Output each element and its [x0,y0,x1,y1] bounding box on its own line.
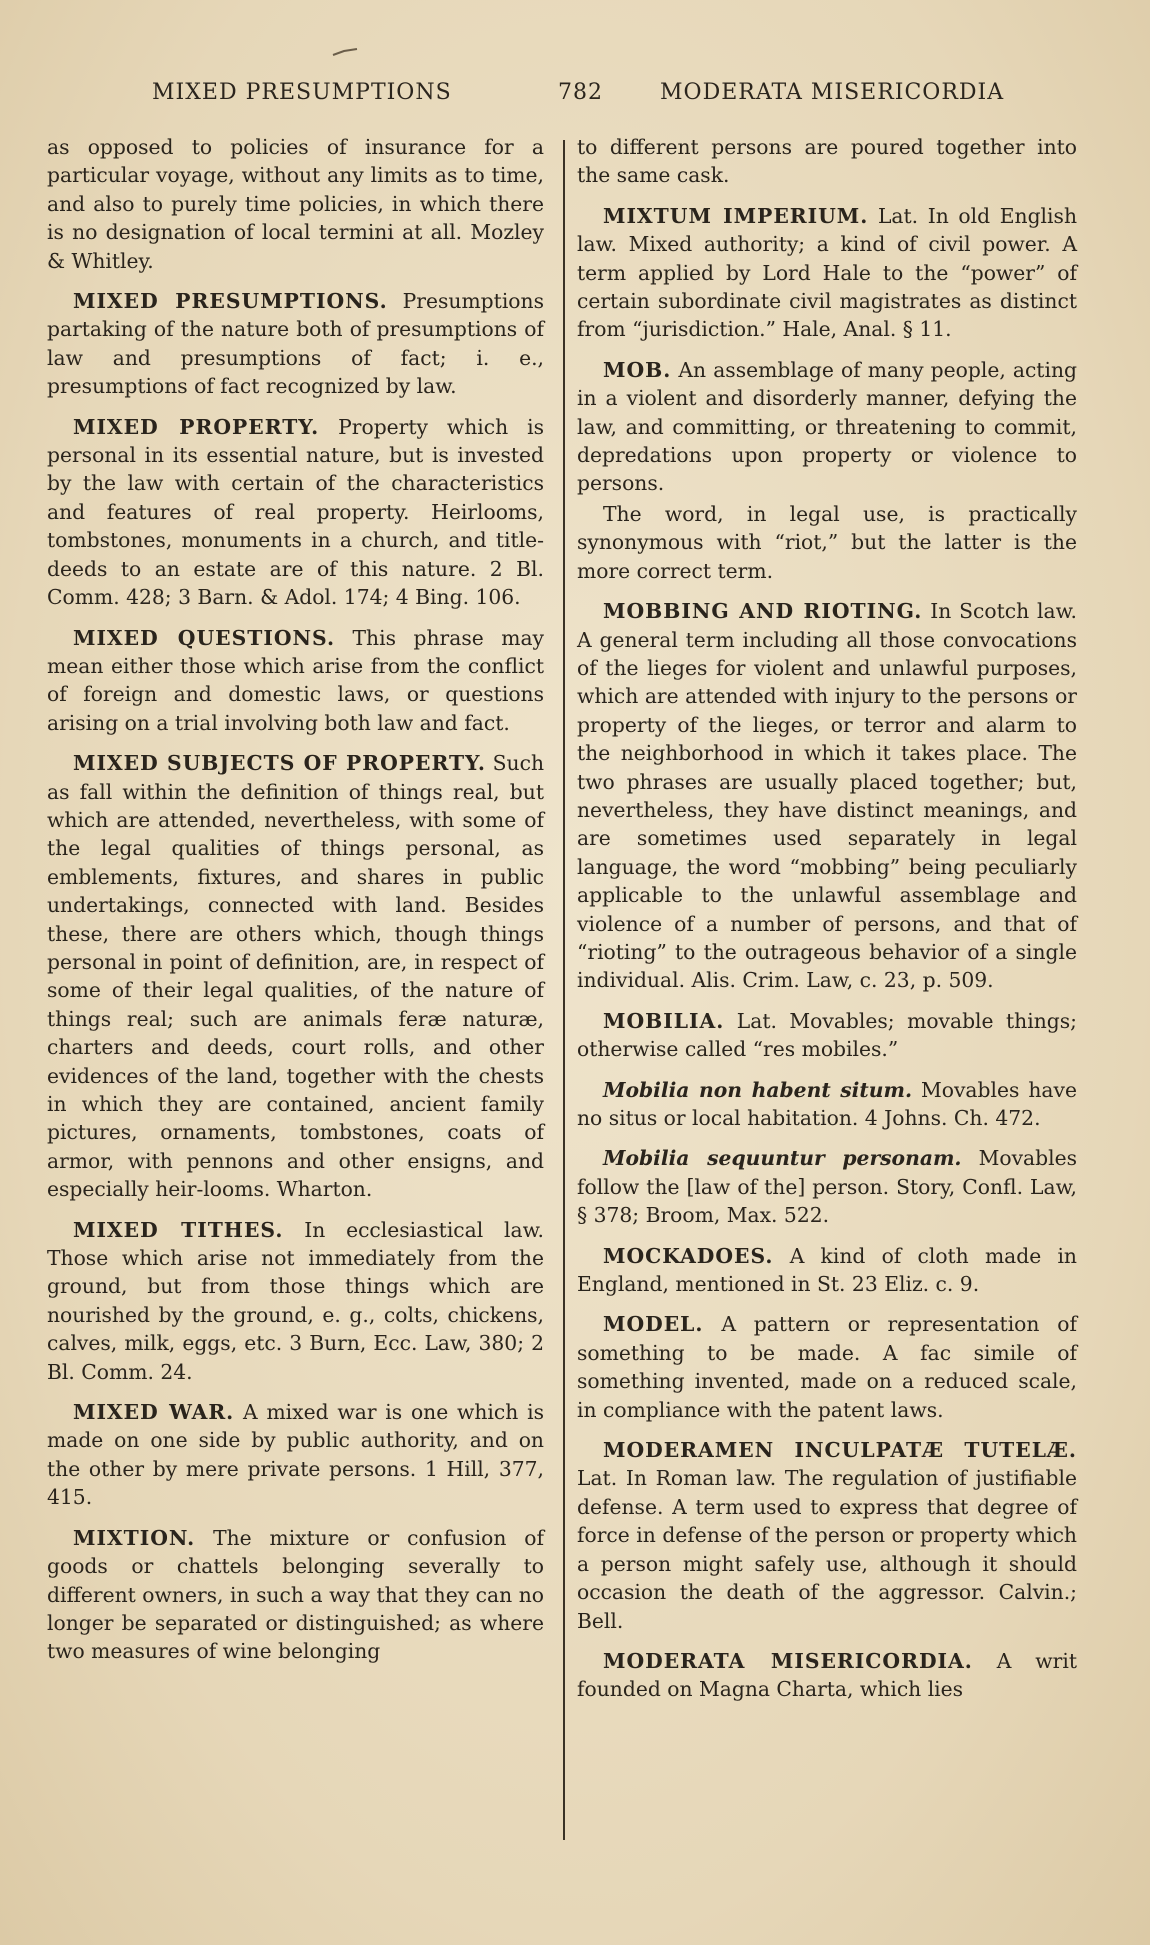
entry: MIXED WAR. A mixed war is one which is made on one side by public authority, and on the other by mere private persons. 1 Hill, 377, 415. [47,1400,544,1510]
column-divider [563,140,565,1840]
headword: Mobilia non habent situm. [603,1077,913,1102]
headword: MIXTION. [73,1525,196,1550]
entry: Mobilia non habent situm. Movables have no situs or local habitation. 4 Johns. Ch. 472. [577,1077,1077,1130]
entry: Mobilia sequuntur personam. Movables follow the [law of the] person. Story, Confl. Law, § 378; Broom, Max. 522. [577,1146,1077,1228]
headword: MOBILIA. [603,1008,725,1033]
entry: MOB. An assemblage of many people, acting in a violent and disorderly manner, defying the law, and committing, or threatening to commit, depredations upon property or violence to persons. [577,357,1077,496]
left-column [47,133,544,1678]
headword: MIXED PRESUMPTIONS. [73,289,388,314]
entry: MIXED TITHES. In ecclesiastical law. Those which arise not immediately from the ground, but from those things which are nourished by the ground, e. g., colts, chickens, calves, milk, eggs, etc. 3 Burn, Ecc. Law, 380; 2 Bl. Comm. 24. [47,1217,545,1384]
headword: MIXED PROPERTY. [73,414,320,439]
ink-mark [332,48,358,56]
headword: MIXED QUESTIONS. [73,625,336,650]
entry: MIXED SUBJECTS OF PROPERTY. Such as fall within the definition of things real, but which are attended, nevertheless, with some of the legal qualities of things personal, as emblements, fixtures, and shares in public undertakings, connected with land. Besides these, there are others which, though things personal in point of definition, are, in respect of some of their legal qualities, of the nature of things real; such are animals feræ naturæ, charters and deeds, court rolls, and other evidences of the land, together with the chests in which they are contained, ancient family pictures, ornaments, tombstones, coats of armor, with pennons and other ensigns, and especially heir-looms. Wharton. [47,751,545,1202]
entry: MIXTION. The mixture or confusion of goods or chattels belonging severally to different owners, in such a way that they can no longer be separated or distinguished; as where two measures of wine belonging [47,1525,544,1664]
entry: MOBBING AND RIOTING. In Scotch law. A general term including all those convocations of the lieges for violent and unlawful purposes, which are attended with injury to the persons or property of the lieges, or terror and alarm to the neighborhood in which it takes place. The two phrases are usually placed together; but, nevertheless, they have distinct meanings, and are sometimes used separately in legal language, the word “mobbing” being peculiarly applicable to the unlawful assemblage and violence of a number of persons, and that of “rioting” to the outrageous behavior of a single individual. Alis. Crim. Law, c. 23, p. 509. [577,599,1077,993]
right-column [577,133,1077,1716]
entry: MIXTUM IMPERIUM. Lat. In old English law. Mixed authority; a kind of civil power. A term applied by Lord Hale to the “power” of certain subordinate civil magistrates as distinct from “jurisdiction.” Hale, Anal. § 11. [577,203,1078,342]
entry: MOCKADOES. A kind of cloth made in England, mentioned in St. 23 Eliz. c. 9. [577,1243,1077,1297]
headword: MODERAMEN INCULPATÆ TUTELÆ. [603,1438,1077,1463]
entry: MIXED QUESTIONS. This phrase may mean either those which arise from the conflict of foreign and domestic laws, or questions arising on a trial involving both law and fact. [47,625,544,735]
headword: MODEL. [603,1312,704,1337]
headword: MODERATA MISERICORDIA. [603,1648,973,1673]
headword: MOB. [603,357,672,382]
headword: Mobilia sequuntur personam. [603,1146,962,1171]
headword: MOBBING AND RIOTING. [603,599,923,624]
header-right-term: MODERATA MISERICORDIA [660,80,1005,105]
entry: MIXED PROPERTY. Property which is personal in its essential nature, but is invested by the law with certain of the characteristics and features of real property. Heirlooms, tombstones, monuments in a church, and title-deeds to an estate are of this nature. 2 Bl. Comm. 428; 3 Barn. & Adol. 174; 4 Bing. 106. [47,414,544,610]
entry: MOBILIA. Lat. Movables; movable things; otherwise called “res mobiles.” [577,1008,1077,1062]
entry: to different persons are poured together into the same cask. [577,135,1077,188]
headword: MIXED WAR. [73,1400,235,1425]
headword: MIXED SUBJECTS OF PROPERTY. [73,751,486,776]
entry: The word, in legal use, is practically synonymous with “riot,” but the latter is the more correct term. [577,501,1077,583]
running-header [0,80,1150,120]
entry: as opposed to policies of insurance for a particular voyage, without any limits as to time, and also to purely time policies, in which there is no designation of local termini at all. Mozley & Whitley. [47,135,544,273]
headword: MIXTUM IMPERIUM. [603,203,869,228]
headword: MOCKADOES. [603,1243,774,1268]
headword: MIXED TITHES. [73,1217,284,1242]
header-left-term: MIXED PRESUMPTIONS [152,80,452,105]
entry: MODERATA MISERICORDIA. A writ founded on Magna Charta, which lies [577,1648,1077,1702]
page-number: 782 [558,80,603,105]
entry: MIXED PRESUMPTIONS. Presumptions partaking of the nature both of presumptions of law and presumptions of fact; i. e., presumptions of fact recognized by law. [47,289,544,399]
entry: MODERAMEN INCULPATÆ TUTELÆ. Lat. In Roman law. The regulation of justifiable defense. A term used to express that degree of force in defense of the person or property which a person might safely use, although it should occasion the death of the aggressor. Calvin.; Bell. [577,1438,1077,1633]
entry: MODEL. A pattern or representation of something to be made. A fac simile of something invented, made on a reduced scale, in compliance with the patent laws. [577,1312,1077,1422]
